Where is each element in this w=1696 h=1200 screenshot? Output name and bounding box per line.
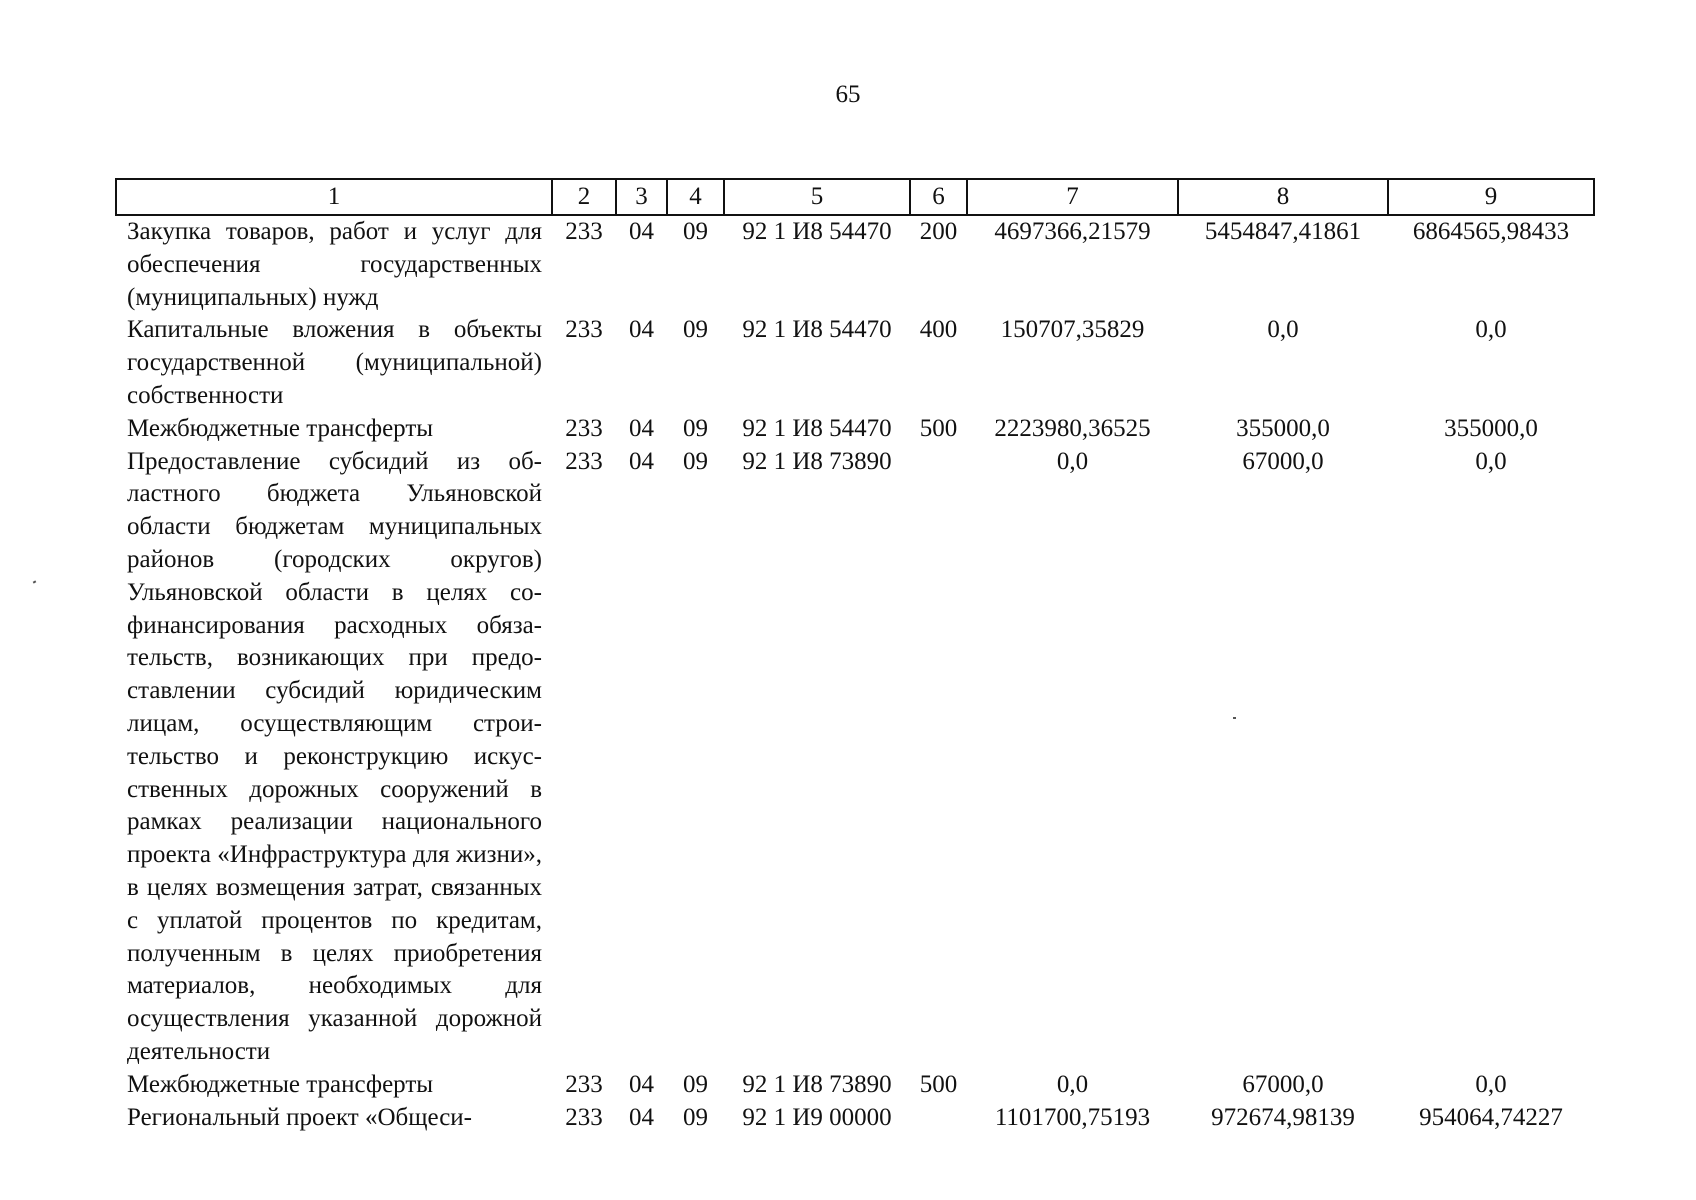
table-row: [116, 446, 1594, 1069]
table-row: [116, 1102, 1594, 1135]
amount-col-9: 6864565,98433: [1412, 218, 1570, 245]
amount-col-7: 150707,35829: [1000, 316, 1145, 344]
amount-col-9: 0,0: [1475, 447, 1507, 475]
column-header-1: 1: [116, 179, 552, 215]
target-article-code: 92 1 И8 54470: [742, 414, 892, 442]
admin-code: 233: [565, 316, 603, 344]
amount-col-8: 355000,0: [1236, 414, 1330, 442]
scan-speck: [33, 580, 37, 583]
row-description: Предоставление субсидий из областного бюджета Ульяновской области бюджетам муниципальных районов (городских округов) Ульяновской области в целях софинансирования расходных обязательств, возникающих при предоставлении субсидий юридическим лицам, осуществляющим строительство и реконструкцию искусственных дорожных сооружений в рамках реализации национального проекта «Инфраструктура для жизни», в целях возмещения затрат, связанных с уплатой процентов по кредитам, полученным в целях приобретения материалов, необходимых для осуществления указанной дорожной деятельности: [127, 447, 542, 1065]
table-body: [116, 215, 1594, 1134]
target-article-code: 92 1 И8 54470: [742, 316, 892, 344]
subsection-code: 09: [683, 1070, 708, 1098]
row-description: Межбюджетные трансферты: [127, 1070, 434, 1098]
row-description: Межбюджетные трансферты: [127, 414, 434, 442]
subsection-code: 09: [683, 414, 708, 442]
table-header: [116, 179, 1594, 215]
amount-col-8: 67000,0: [1242, 1070, 1324, 1098]
column-number-row: [116, 179, 1594, 215]
expense-type-code: 500: [919, 414, 958, 442]
column-header-4: 4: [667, 179, 724, 215]
target-article-code: 92 1 И9 00000: [742, 1103, 892, 1131]
target-article-code: 92 1 И8 73890: [742, 447, 892, 475]
expense-type-code: [910, 1102, 967, 1135]
amount-col-8: 0,0: [1267, 316, 1299, 344]
column-header-2: 2: [552, 179, 616, 215]
amount-col-7: 0,0: [1056, 447, 1089, 475]
amount-col-7: 0,0: [1056, 1070, 1089, 1098]
amount-col-9: 355000,0: [1444, 414, 1538, 442]
column-header-8: 8: [1178, 179, 1388, 215]
table-row: [116, 314, 1594, 412]
subsection-code: 09: [683, 447, 708, 475]
admin-code: 233: [565, 414, 603, 442]
amount-col-7: 2223980,36525: [994, 414, 1151, 442]
target-article-code: 92 1 И8 54470: [742, 218, 892, 245]
row-description: Региональный проект «Общеси-: [127, 1103, 472, 1131]
amount-col-8: 5454847,41861: [1204, 218, 1362, 245]
section-code: 04: [629, 218, 654, 245]
column-header-3: 3: [616, 179, 667, 215]
admin-code: 233: [565, 1103, 603, 1131]
row-description: Капитальные вложения в объекты государственной (муниципальной) собственности: [127, 316, 542, 409]
budget-table: [115, 178, 1595, 1134]
column-header-6: 6: [910, 179, 967, 215]
expense-type-code: 400: [919, 316, 958, 344]
column-header-9: 9: [1388, 179, 1594, 215]
page-number: 65: [835, 81, 861, 108]
table-row: [116, 1069, 1594, 1102]
admin-code: 233: [565, 447, 603, 475]
subsection-code: 09: [683, 316, 708, 344]
row-description: Закупка товаров, работ и услуг для обеспечения государственных (муниципальных) нужд: [127, 218, 542, 311]
section-code: 04: [629, 447, 654, 475]
amount-col-7: 4697366,21579: [994, 218, 1151, 245]
amount-col-8: 67000,0: [1242, 447, 1324, 475]
column-header-5: 5: [724, 179, 910, 215]
subsection-code: 09: [683, 218, 708, 245]
admin-code: 233: [565, 218, 603, 245]
target-article-code: 92 1 И8 73890: [742, 1070, 892, 1098]
subsection-code: 09: [683, 1103, 708, 1131]
column-header-7: 7: [967, 179, 1178, 215]
amount-col-9: 0,0: [1475, 1070, 1507, 1098]
expense-type-code: 500: [919, 1070, 958, 1098]
expense-type-code: 200: [919, 218, 958, 245]
section-code: 04: [629, 316, 654, 344]
amount-col-7: 1101700,75193: [994, 1103, 1151, 1131]
amount-col-8: 972674,98139: [1211, 1103, 1355, 1131]
amount-col-9: 954064,74227: [1419, 1103, 1563, 1131]
section-code: 04: [629, 1070, 654, 1098]
admin-code: 233: [565, 1070, 603, 1098]
section-code: 04: [629, 1103, 654, 1131]
amount-col-9: 0,0: [1475, 316, 1507, 344]
section-code: 04: [629, 414, 654, 442]
table-row: [116, 413, 1594, 446]
expense-type-code: [910, 446, 967, 1069]
table-row: [116, 215, 1594, 314]
scan-speck: [1233, 717, 1236, 719]
